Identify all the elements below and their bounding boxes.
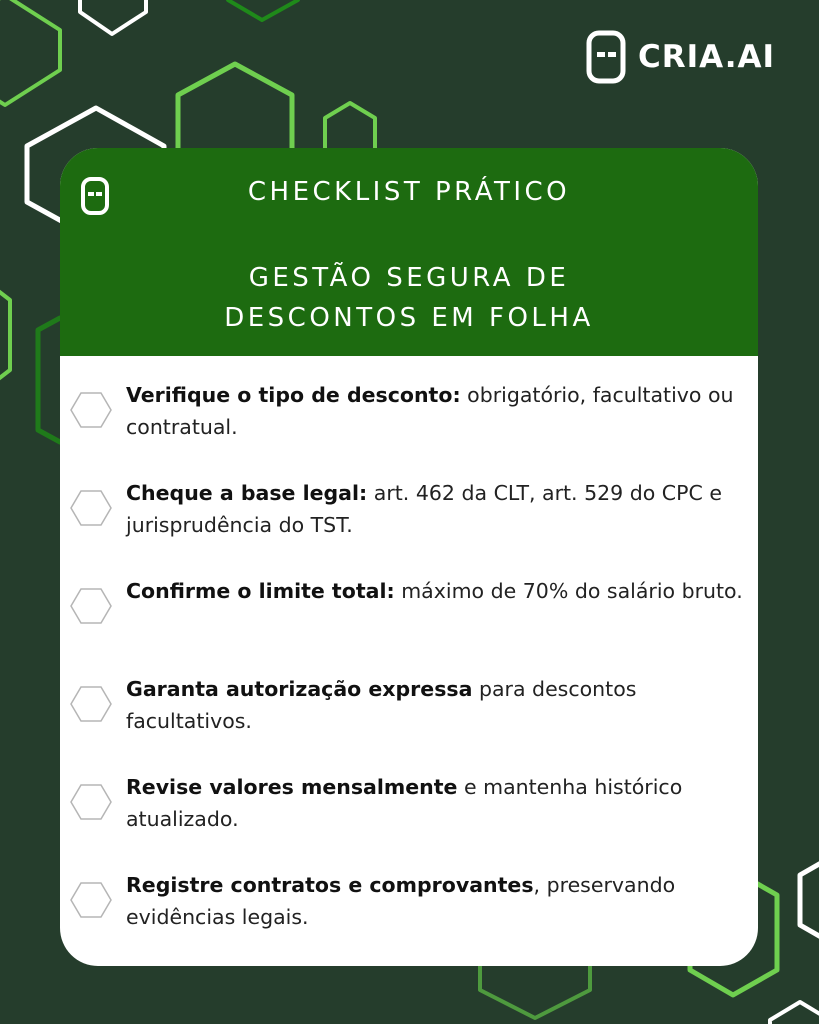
- item-bold: Registre contratos e comprovantes: [126, 873, 534, 897]
- checklist-item-text: [126, 477, 756, 541]
- brand-name: CRIA.AI: [638, 39, 776, 75]
- item-bold: Garanta autorização expressa: [126, 677, 473, 701]
- checklist-item-text: [126, 575, 756, 607]
- hexagon-shape: [770, 1002, 819, 1024]
- title-line-1: GESTÃO SEGURA DE: [248, 263, 570, 293]
- item-bold: Verifique o tipo de desconto:: [126, 383, 461, 407]
- checklist-item: [60, 474, 758, 572]
- hexagon-shape: [228, 0, 298, 20]
- hexagon-shape: [80, 0, 146, 34]
- checkbox-hexagon-icon[interactable]: [70, 784, 112, 820]
- checkbox-hexagon-icon[interactable]: [70, 490, 112, 526]
- item-bold: Confirme o limite total:: [126, 579, 395, 603]
- checklist-item-text: [126, 869, 756, 933]
- item-detail: máximo de 70% do salário bruto.: [394, 579, 743, 603]
- item-detail: e mantenha histórico atualizado.: [126, 775, 683, 831]
- checkbox-hexagon-icon[interactable]: [70, 882, 112, 918]
- page-title: [60, 258, 758, 338]
- checklist-item-text: [126, 379, 756, 443]
- checkbox-hexagon-icon[interactable]: [70, 588, 112, 624]
- item-detail: obrigatório, facultativo ou contratual.: [126, 383, 734, 439]
- brand-logo: [586, 30, 775, 84]
- logo-icon: [586, 30, 626, 84]
- item-detail: para descontos facultativos.: [126, 677, 637, 733]
- item-bold: Cheque a base legal:: [126, 481, 368, 505]
- checkbox-hexagon-icon[interactable]: [70, 686, 112, 722]
- checklist-item-text: [126, 673, 756, 737]
- checklist-item: [60, 572, 758, 670]
- checklist-item: [60, 866, 758, 964]
- item-detail: art. 462 da CLT, art. 529 do CPC e jurisprudência do TST.: [126, 481, 722, 537]
- hexagon-shape: [0, 0, 60, 105]
- title-line-2: DESCONTOS EM FOLHA: [224, 303, 594, 333]
- card-header: [60, 148, 758, 356]
- checklist-item-text: [126, 771, 756, 835]
- checklist-item: [60, 768, 758, 866]
- item-bold: Revise valores mensalmente: [126, 775, 458, 799]
- checklist-card: [60, 148, 758, 966]
- checklist-item: [60, 670, 758, 768]
- hexagon-shape: [800, 852, 819, 948]
- checkbox-hexagon-icon[interactable]: [70, 392, 112, 428]
- checklist: [60, 376, 758, 964]
- hexagon-shape: [0, 290, 10, 380]
- checklist-item: [60, 376, 758, 474]
- checklist-label: CHECKLIST PRÁTICO: [247, 177, 571, 207]
- item-detail: , preservando evidências legais.: [126, 873, 676, 929]
